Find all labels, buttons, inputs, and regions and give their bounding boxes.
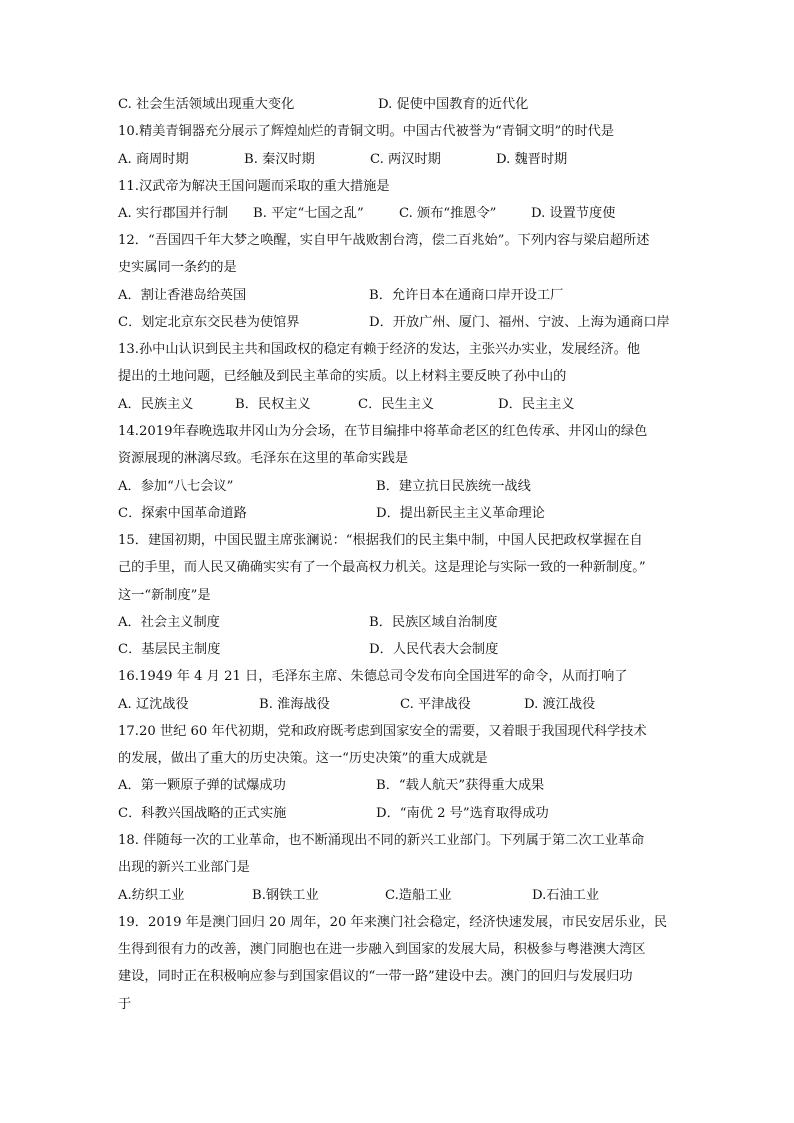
q13-option-b[interactable]: B．民权主义 (235, 397, 311, 412)
q16-option-d[interactable]: D. 渡江战役 (524, 697, 596, 712)
q10-option-b[interactable]: B. 秦汉时期 (244, 152, 315, 167)
q14-stem-line-2: 资源展现的淋漓尽致。毛泽东在这里的革命实践是 (118, 451, 409, 466)
q19-stem-line-1: 19．2019 年是澳门回归 20 周年，20 年来澳门社会稳定，经济快速发展，市民安居乐业，民 (118, 915, 668, 930)
q17-stem-line-2: 的发展，做出了重大的历史决策。这一“历史决策”的重大成就是 (118, 751, 488, 766)
q19-stem-line-2: 生得到很有力的改善，澳门同胞也在进一步融入到国家的发展大局，积极参与粤港澳大湾区 (118, 942, 646, 957)
q14-option-b[interactable]: B．建立抗日民族统一战线 (376, 479, 531, 494)
q11-option-a[interactable]: A. 实行郡国并行制 (118, 206, 229, 221)
q18-option-b[interactable]: B.钢铁工业 (252, 888, 319, 903)
q13-option-d[interactable]: D．民主主义 (498, 397, 575, 412)
q10-option-c[interactable]: C. 两汉时期 (370, 152, 441, 167)
q13-stem-line-1: 13.孙中山认识到民主共和国政权的稳定有赖于经济的发达，主张兴办实业，发展经济。他 (118, 342, 641, 357)
q14-stem-line-1: 14.2019年春晚选取井冈山为分会场，在节目编排中将革命老区的红色传承、井冈山的绿色 (118, 424, 648, 439)
q10-option-a[interactable]: A. 商周时期 (118, 152, 189, 167)
q11-option-d[interactable]: D. 设置节度使 (531, 206, 616, 221)
q19-stem-line-3: 建设，同时正在积极响应参与到国家倡议的“一带一路”建设中去。澳门的回归与发展归功 (118, 969, 633, 984)
q11-stem: 11.汉武帝为解决王国问题而采取的重大措施是 (118, 179, 390, 194)
q10-stem: 10.精美青铜器充分展示了辉煌灿烂的青铜文明。中国古代被誉为“青铜文明”的时代是 (118, 124, 615, 139)
q12-stem-line-1: 12．“吾国四千年大梦之唤醒，实自甲午战败割台湾，偿二百兆始”。下列内容与梁启超所述 (118, 233, 650, 248)
q13-option-a[interactable]: A．民族主义 (118, 397, 194, 412)
q14-option-d[interactable]: D．提出新民主主义革命理论 (376, 506, 545, 521)
q12-option-a[interactable]: A．割让香港岛给英国 (118, 288, 247, 303)
q9-option-d[interactable]: D. 促使中国教育的近代化 (378, 97, 529, 112)
q10-option-d[interactable]: D. 魏晋时期 (496, 152, 568, 167)
q15-stem-line-3: 这一“新制度”是 (118, 588, 211, 603)
q13-option-c[interactable]: C．民生主义 (358, 397, 435, 412)
q16-option-a[interactable]: A. 辽沈战役 (118, 697, 189, 712)
q15-option-b[interactable]: B．民族区域自治制度 (369, 615, 498, 630)
q14-option-c[interactable]: C．探索中国革命道路 (118, 506, 247, 521)
q12-option-d[interactable]: D．开放广州、厦门、福州、宁波、上海为通商口岸 (369, 315, 670, 330)
q17-option-d[interactable]: D．“南优 2 号”选育取得成功 (376, 806, 549, 821)
q18-stem-line-2: 出现的新兴工业部门是 (118, 860, 250, 875)
q12-option-b[interactable]: B．允许日本在通商口岸开设工厂 (369, 288, 564, 303)
q19-stem-line-4: 于 (118, 997, 132, 1012)
q18-option-c[interactable]: C.造船工业 (385, 888, 452, 903)
q15-option-a[interactable]: A．社会主义制度 (118, 615, 220, 630)
q13-stem-line-2: 提出的土地问题，已经触及到民主革命的实质。以上材料主要反映了孙中山的 (118, 369, 567, 384)
q16-option-c[interactable]: C. 平津战役 (400, 697, 471, 712)
q18-stem-line-1: 18. 伴随每一次的工业革命，也不断涌现出不同的新兴工业部门。下列属于第二次工业革命 (118, 833, 645, 848)
q17-stem-line-1: 17.20 世纪 60 年代初期，党和政府既考虑到国家安全的需要，又着眼于我国现代科学技术 (118, 724, 647, 739)
q12-option-c[interactable]: C．划定北京东交民巷为使馆界 (118, 315, 300, 330)
q11-option-b[interactable]: B. 平定“七国之乱” (253, 206, 364, 221)
q15-stem-line-2: 己的手里，而人民又确确实实有了一个最高权力机关。这是理论与实际一致的一种新制度。” (118, 560, 646, 575)
q15-stem-line-1: 15．建国初期，中国民盟主席张澜说：“根据我们的民主集中制，中国人民把政权掌握在自 (118, 533, 643, 548)
q17-option-b[interactable]: B．“载人航天”获得重大成果 (376, 778, 545, 793)
q17-option-a[interactable]: A．第一颗原子弹的试爆成功 (118, 778, 286, 793)
q11-option-c[interactable]: C. 颁布“推恩令” (399, 206, 497, 221)
q9-option-c[interactable]: C. 社会生活领域出现重大变化 (118, 97, 295, 112)
q17-option-c[interactable]: C．科教兴国战略的正式实施 (118, 806, 287, 821)
q16-option-b[interactable]: B. 淮海战役 (259, 697, 330, 712)
q16-stem: 16.1949 年 4 月 21 日，毛泽东主席、朱德总司令发布向全国进军的命令，从而打响了 (118, 669, 628, 684)
q12-stem-line-2: 史实属同一条约的是 (118, 260, 237, 275)
q15-option-d[interactable]: D．人民代表大会制度 (369, 642, 499, 657)
q15-option-c[interactable]: C．基层民主制度 (118, 642, 221, 657)
q18-option-a[interactable]: A.纺织工业 (118, 888, 185, 903)
q18-option-d[interactable]: D.石油工业 (532, 888, 600, 903)
q14-option-a[interactable]: A．参加“八七会议” (118, 479, 234, 494)
